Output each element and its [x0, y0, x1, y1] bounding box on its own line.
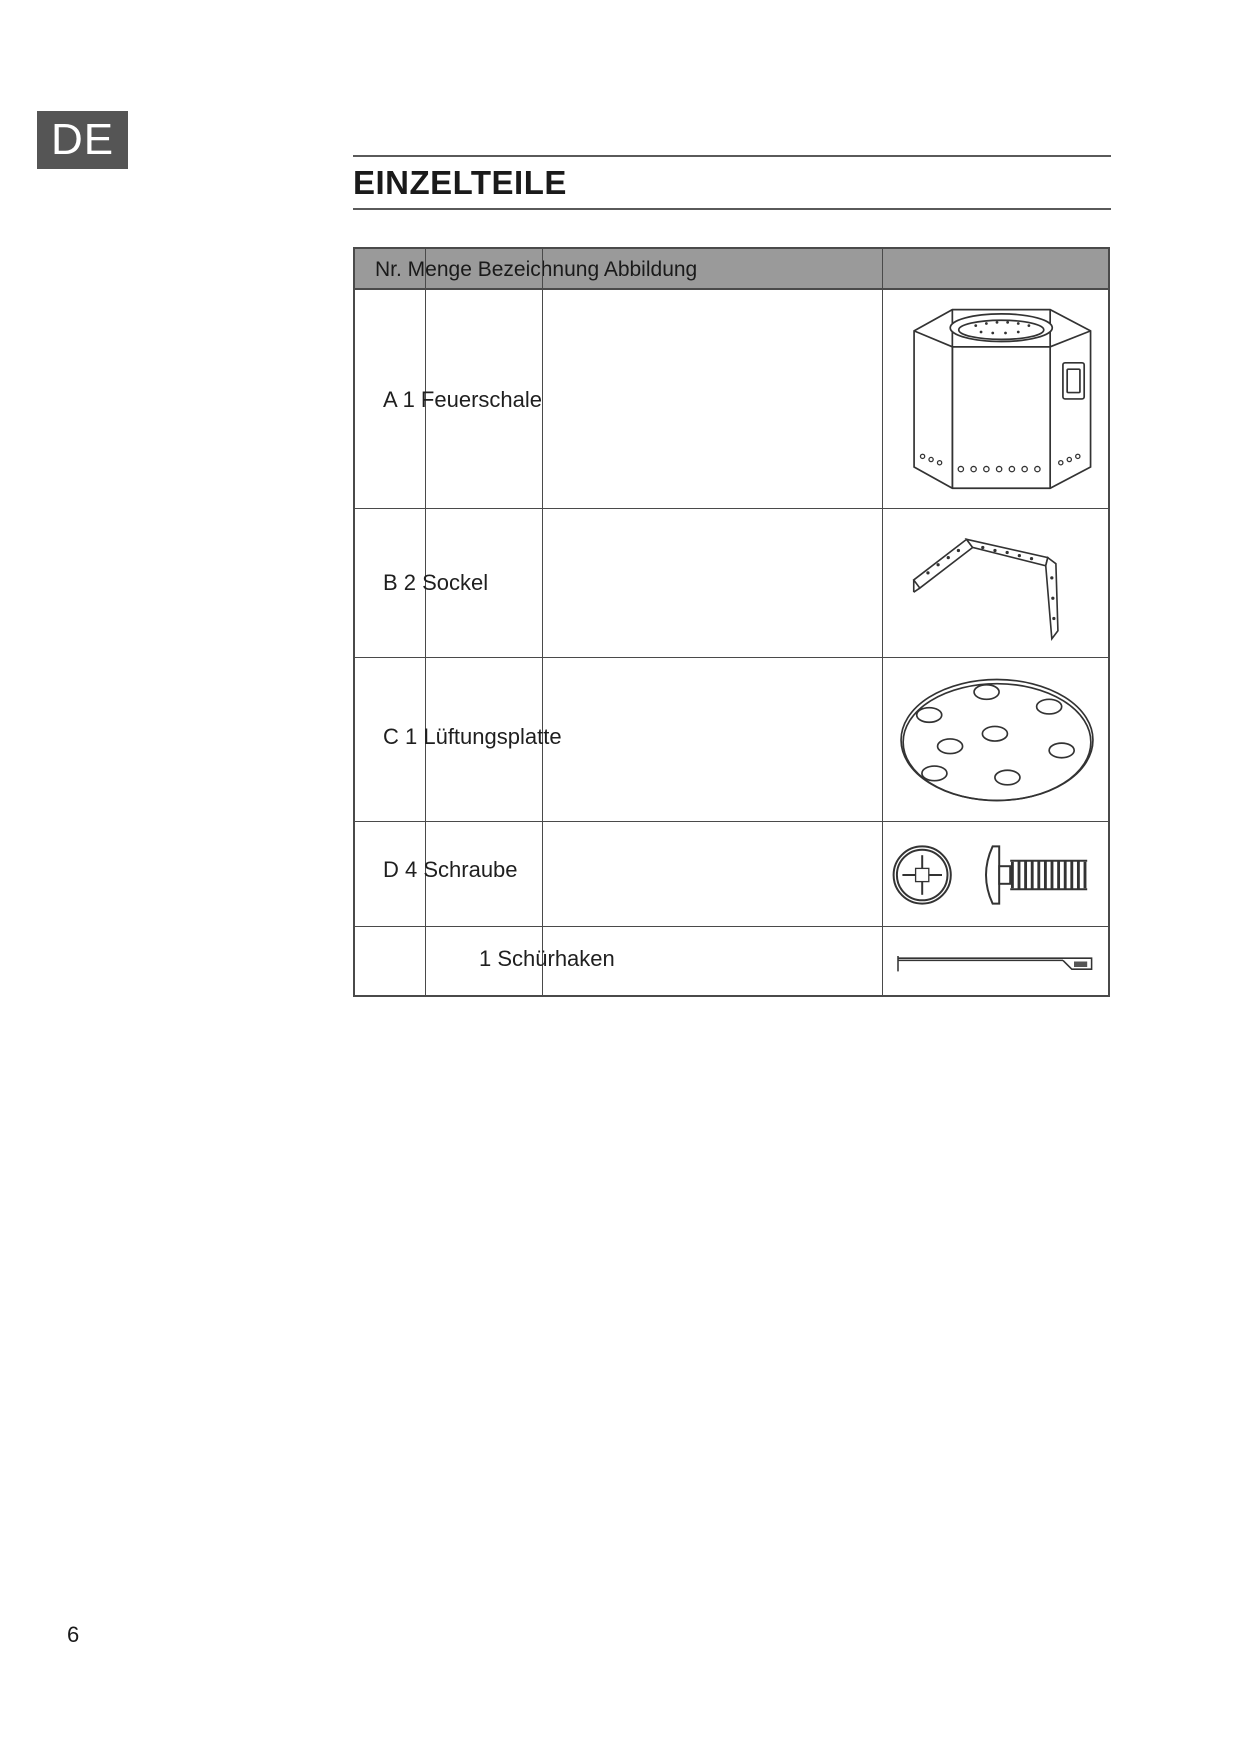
row-divider	[355, 926, 1108, 927]
row-divider	[355, 821, 1108, 822]
fire-bowl-icon	[884, 299, 1110, 501]
title-rule-bottom	[353, 208, 1111, 210]
table-row-label: A 1 Feuerschale	[383, 387, 542, 412]
column-divider	[425, 249, 426, 995]
table-row-label: B 2 Sockel	[383, 570, 489, 595]
language-tab: DE	[37, 111, 128, 169]
base-bracket-icon	[884, 517, 1110, 649]
title-rule-top	[353, 155, 1111, 157]
parts-table	[353, 247, 1110, 997]
vent-plate-icon	[884, 667, 1110, 813]
table-row-label: D 4 Schraube	[383, 857, 518, 882]
column-divider	[882, 249, 883, 995]
page-title: EINZELTEILE	[353, 164, 567, 201]
table-row-label: C 1 Lüftungsplatte	[383, 724, 562, 749]
table-header-label: Nr. Menge Bezeichnung Abbildung	[375, 258, 698, 281]
screw-icon	[884, 831, 1110, 919]
page-number: 6	[67, 1622, 80, 1647]
row-divider	[355, 657, 1108, 658]
row-divider	[355, 508, 1108, 509]
column-divider	[542, 249, 543, 995]
table-row-label: 1 Schürhaken	[479, 946, 615, 971]
table-header	[355, 249, 1108, 290]
poker-icon	[884, 934, 1110, 989]
